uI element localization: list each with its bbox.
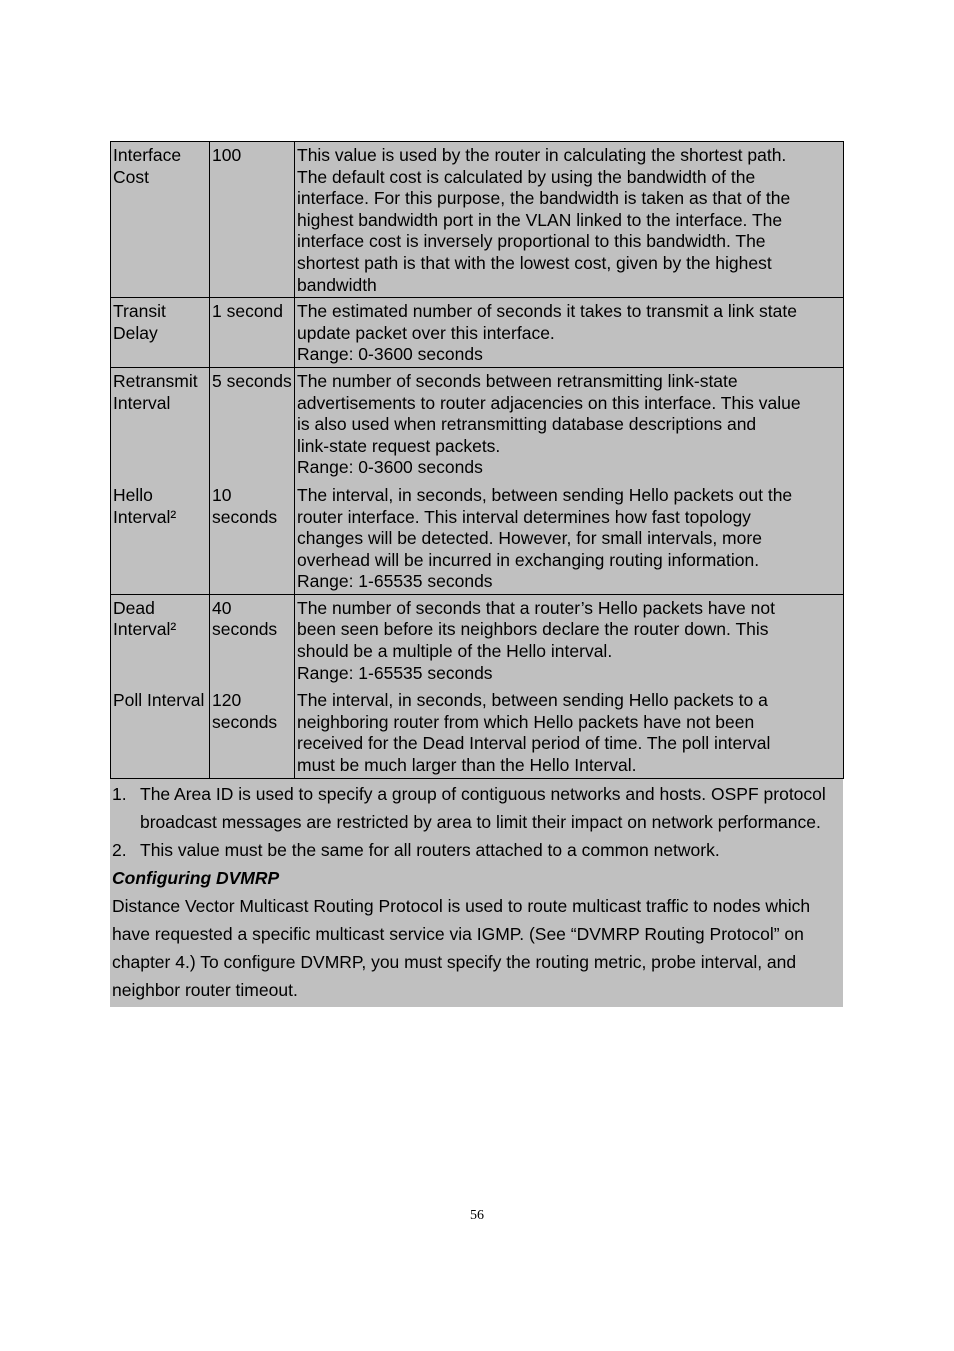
description-line: must be much larger than the Hello Interval.: [297, 755, 637, 776]
parameter-default: 40 seconds: [210, 594, 295, 685]
notes-and-section: [110, 779, 843, 1007]
parameter-description: [295, 480, 844, 594]
description-line: Range: 1-65535 seconds: [297, 662, 493, 683]
description-line: Range: 0-3600 seconds: [297, 457, 483, 478]
description-line: link-state request packets.: [297, 435, 501, 456]
table-row: [111, 142, 844, 298]
description-line: shortest path is that with the lowest cost, given by the highest: [297, 252, 772, 273]
description-line: interface. For this purpose, the bandwidth is taken as that of the: [297, 188, 791, 209]
description-line: The default cost is calculated by using the bandwidth of the: [297, 166, 756, 187]
footnote: [112, 836, 843, 864]
description-line: should be a multiple of the Hello interval.: [297, 641, 613, 662]
table-row: [111, 685, 844, 778]
description-line: router interface. This interval determines how fast topology: [297, 506, 751, 527]
parameter-description: [295, 367, 844, 479]
description-line: highest bandwidth port in the VLAN linked to the interface. The: [297, 209, 783, 230]
parameter-default: 120 seconds: [210, 685, 295, 778]
parameter-default: 5 seconds: [210, 367, 295, 479]
parameter-description: [295, 142, 844, 298]
section-heading: Configuring DVMRP: [112, 867, 280, 888]
footnote: [112, 780, 843, 836]
table-row: [111, 298, 844, 368]
parameter-description: [295, 685, 844, 778]
parameter-name: Dead Interval²: [111, 594, 210, 685]
description-line: overhead will be incurred in exchanging routing information.: [297, 549, 760, 570]
ospf-interface-settings-table: [110, 141, 844, 779]
description-line: changes will be detected. However, for small intervals, more: [297, 528, 762, 549]
description-line: advertisements to router adjacencies on this interface. This value: [297, 392, 801, 413]
footnote-number: 2.: [112, 839, 127, 860]
parameter-name: Transit Delay: [111, 298, 210, 368]
parameter-name: Poll Interval: [111, 685, 210, 778]
description-line: received for the Dead Interval period of time. The poll interval: [297, 733, 771, 754]
parameter-name: Interface Cost: [111, 142, 210, 298]
table-row: [111, 480, 844, 594]
page-number: 56: [470, 1208, 484, 1223]
footnote-number: 1.: [112, 783, 127, 804]
description-line: The interval, in seconds, between sending Hello packets out the: [297, 484, 793, 505]
table-row: [111, 367, 844, 479]
description-line: bandwidth: [297, 274, 377, 295]
description-line: interface cost is inversely proportional to this bandwidth. The: [297, 231, 766, 252]
section-body: Distance Vector Multicast Routing Protocol is used to route multicast traffic to nodes which have requested a specific multicast service via IGMP. (See “DVMRP Routing Protocol” on chapter 4.) To configure DVMRP, you must specify the routing metric, probe interval, and neighbor router timeout.: [112, 895, 811, 1000]
parameter-default: 10 seconds: [210, 480, 295, 594]
description-line: The estimated number of seconds it takes to transmit a link state: [297, 301, 797, 322]
description-line: This value is used by the router in calculating the shortest path.: [297, 145, 787, 165]
page-content: [110, 141, 843, 1007]
table-row: [111, 594, 844, 685]
parameter-default: 100: [210, 142, 295, 298]
footnote-text: The Area ID is used to specify a group of contiguous networks and hosts. OSPF protocol broadcast messages are restricted by area to limit their impact on network performance.: [140, 783, 826, 832]
parameter-description: [295, 594, 844, 685]
description-line: Range: 1-65535 seconds: [297, 571, 493, 592]
description-line: The interval, in seconds, between sending Hello packets to a: [297, 690, 768, 711]
description-line: The number of seconds between retransmitting link-state: [297, 370, 738, 391]
description-line: The number of seconds that a router’s Hello packets have not: [297, 597, 775, 618]
description-line: Range: 0-3600 seconds: [297, 344, 483, 365]
description-line: been seen before its neighbors declare the router down. This: [297, 619, 769, 640]
description-line: is also used when retransmitting database descriptions and: [297, 414, 757, 435]
parameter-description: [295, 298, 844, 368]
parameter-default: 1 second: [210, 298, 295, 368]
parameter-name: Hello Interval²: [111, 480, 210, 594]
footnote-text: This value must be the same for all routers attached to a common network.: [140, 839, 720, 860]
parameter-name: Retransmit Interval: [111, 367, 210, 479]
description-line: update packet over this interface.: [297, 322, 555, 343]
description-line: neighboring router from which Hello packets have not been: [297, 711, 755, 732]
